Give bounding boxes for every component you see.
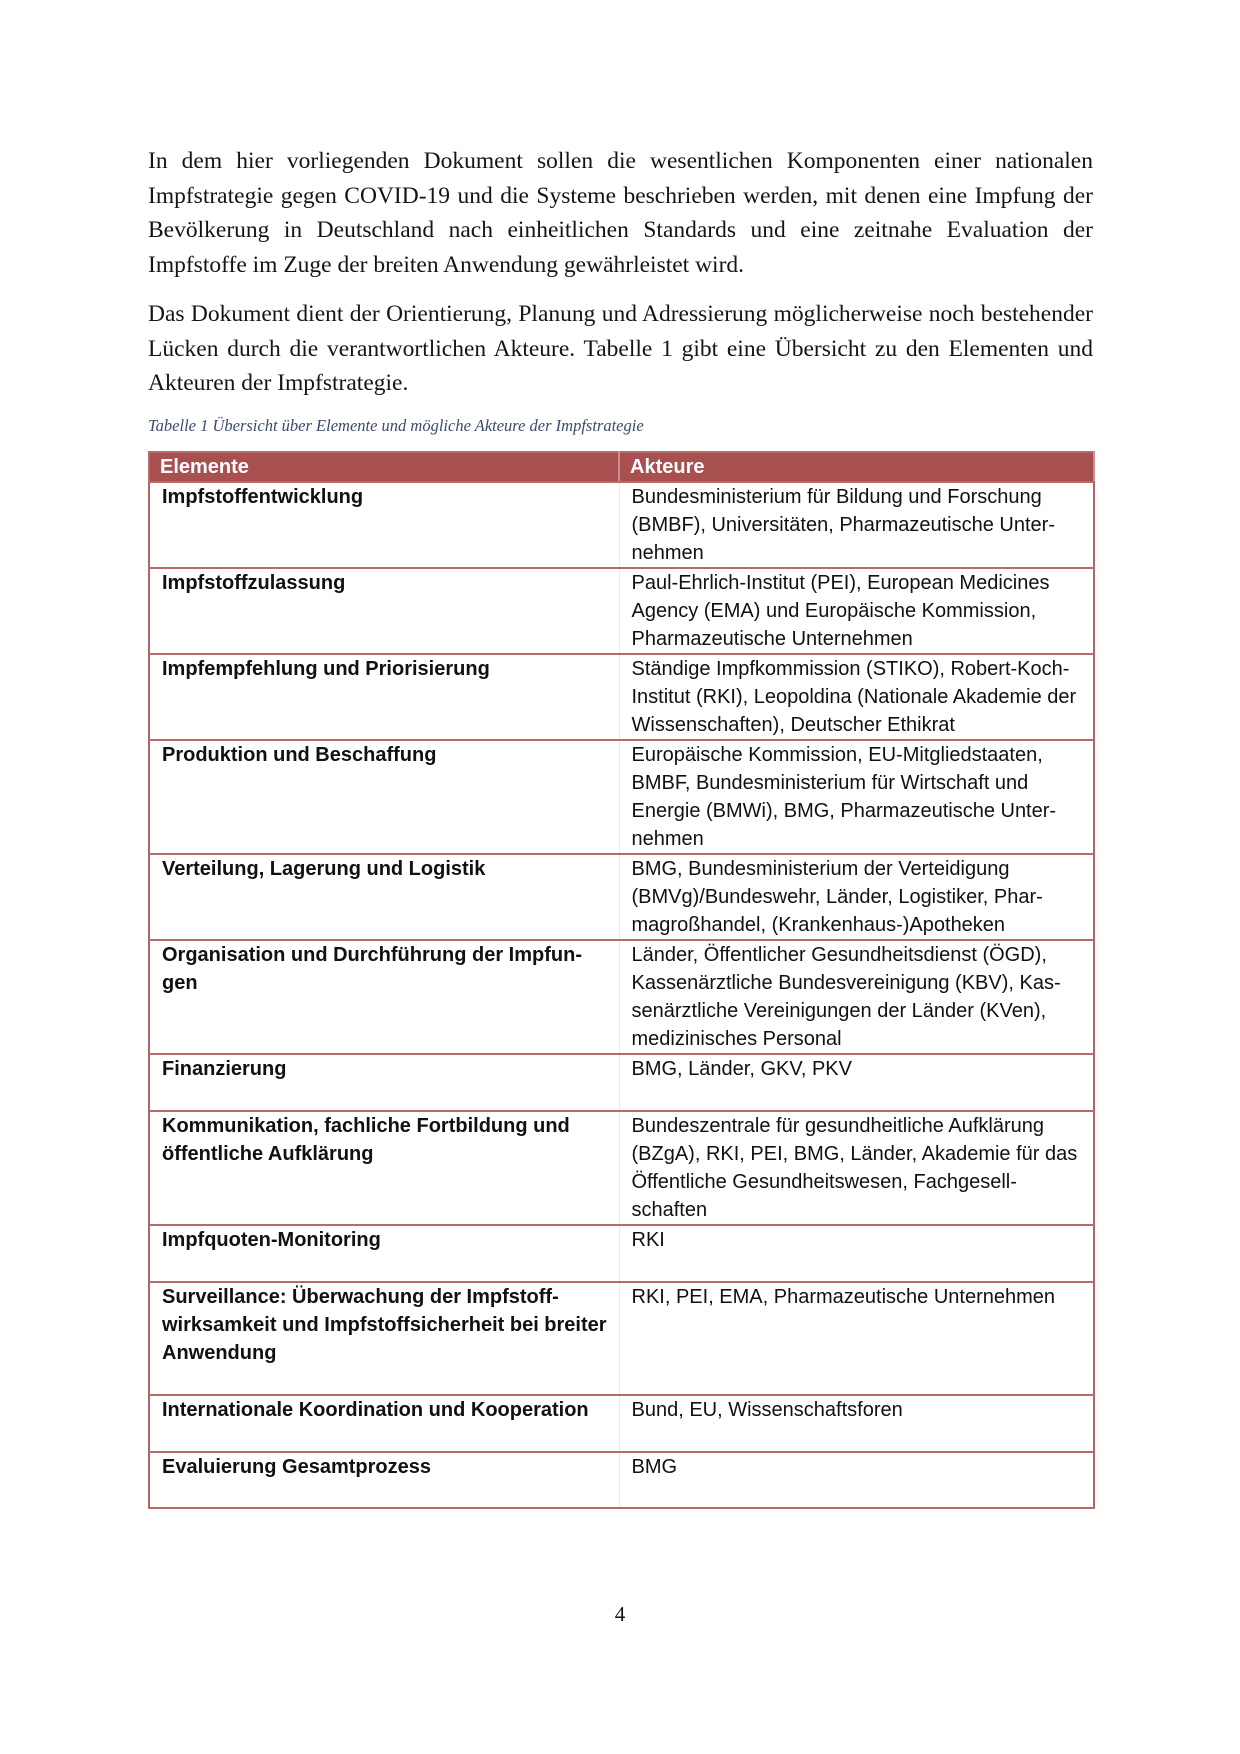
table-caption: Tabelle 1 Übersicht über Elemente und mögliche Akteure der Impfstrategie <box>148 416 644 435</box>
table-header-row <box>149 452 1094 482</box>
table-row <box>149 1282 1094 1395</box>
table-row <box>149 1225 1094 1282</box>
actors-cell: BMG, Bundesministerium der Verteidigung (BMVg)/Bundeswehr, Länder, Logistiker, Pharmagroßhandel, (Krankenhaus-)Apotheken <box>619 854 1094 940</box>
element-cell: Kommunikation, fachliche Fortbildung und öffentliche Aufklärung <box>149 1111 619 1225</box>
element-cell: Impfempfehlung und Priorisierung <box>149 654 619 740</box>
actors-cell: Europäische Kommission, EU-Mitgliedstaaten, BMBF, Bundesministerium für Wirtschaft und Energie (BMWi), BMG, Pharmazeutische Unternehmen <box>619 740 1094 854</box>
intro-paragraph-2: Das Dokument dient der Orientierung, Planung und Adressierung möglicherweise noch bestehender Lücken durch die verantwortlichen Akteure. Tabelle 1 gibt eine Übersicht zu den Elementen und Akteuren der Impfstrategie. <box>148 301 1093 396</box>
elements-actors-table <box>148 451 1095 1509</box>
actors-cell: Paul-Ehrlich-Institut (PEI), European Medicines Agency (EMA) und Europäische Kommission, Pharmazeutische Unternehmen <box>619 568 1094 654</box>
table-row <box>149 1054 1094 1111</box>
actors-cell: BMG, Länder, GKV, PKV <box>619 1054 1094 1111</box>
table-body <box>149 482 1094 1508</box>
element-cell: Evaluierung Gesamtprozess <box>149 1452 619 1508</box>
intro-paragraph-1: In dem hier vorliegenden Dokument sollen die wesentlichen Komponenten einer nationalen Impfstrategie gegen COVID-19 und die Systeme beschrieben werden, mit denen eine Impfung der Bevölkerung in Deutschland nach einheitlichen Standards und eine zeitnahe Evaluation der Impfstoffe im Zuge der breiten Anwendung gewährleistet wird. <box>148 148 1093 278</box>
actors-cell: Ständige Impfkommission (STIKO), Robert-Koch-Institut (RKI), Leopoldina (Nationale Akademie der Wissenschaften), Deutscher Ethikrat <box>619 654 1094 740</box>
element-cell: Impfstoffzulassung <box>149 568 619 654</box>
actors-cell: BMG <box>619 1452 1094 1508</box>
element-cell: Internationale Koordination und Kooperation <box>149 1395 619 1452</box>
table-row <box>149 1395 1094 1452</box>
actors-cell: Bund, EU, Wissenschaftsforen <box>619 1395 1094 1452</box>
elements-actors-table-container <box>148 451 1093 1509</box>
element-cell: Finanzierung <box>149 1054 619 1111</box>
actors-cell: Länder, Öffentlicher Gesundheitsdienst (ÖGD), Kassenärztliche Bundesvereinigung (KBV), Kassenärztliche Vereinigungen der Länder (KVen), medizinisches Personal <box>619 940 1094 1054</box>
actors-cell: Bundesministerium für Bildung und Forschung (BMBF), Universitäten, Pharmazeutische Unternehmen <box>619 482 1094 568</box>
actors-cell: RKI <box>619 1225 1094 1282</box>
table-row <box>149 1452 1094 1508</box>
actors-cell: Bundeszentrale für gesundheitliche Aufklärung (BZgA), RKI, PEI, BMG, Länder, Akademie für das Öffentliche Gesundheitswesen, Fachgesellschaften <box>619 1111 1094 1225</box>
column-header-elemente: Elemente <box>149 452 619 482</box>
table-row <box>149 1111 1094 1225</box>
table-row <box>149 940 1094 1054</box>
actors-cell: RKI, PEI, EMA, Pharmazeutische Unternehmen <box>619 1282 1094 1395</box>
table-row <box>149 568 1094 654</box>
table-row <box>149 854 1094 940</box>
element-cell: Organisation und Durchführung der Impfungen <box>149 940 619 1054</box>
table-row <box>149 740 1094 854</box>
column-header-akteure: Akteure <box>619 452 1094 482</box>
table-row <box>149 654 1094 740</box>
page-number: 4 <box>614 1602 626 1626</box>
element-cell: Surveillance: Überwachung der Impfstoffwirksamkeit und Impfstoffsicherheit bei breiter Anwendung <box>149 1282 619 1395</box>
element-cell: Produktion und Beschaffung <box>149 740 619 854</box>
element-cell: Impfstoffentwicklung <box>149 482 619 568</box>
table-row <box>149 482 1094 568</box>
element-cell: Verteilung, Lagerung und Logistik <box>149 854 619 940</box>
element-cell: Impfquoten-Monitoring <box>149 1225 619 1282</box>
